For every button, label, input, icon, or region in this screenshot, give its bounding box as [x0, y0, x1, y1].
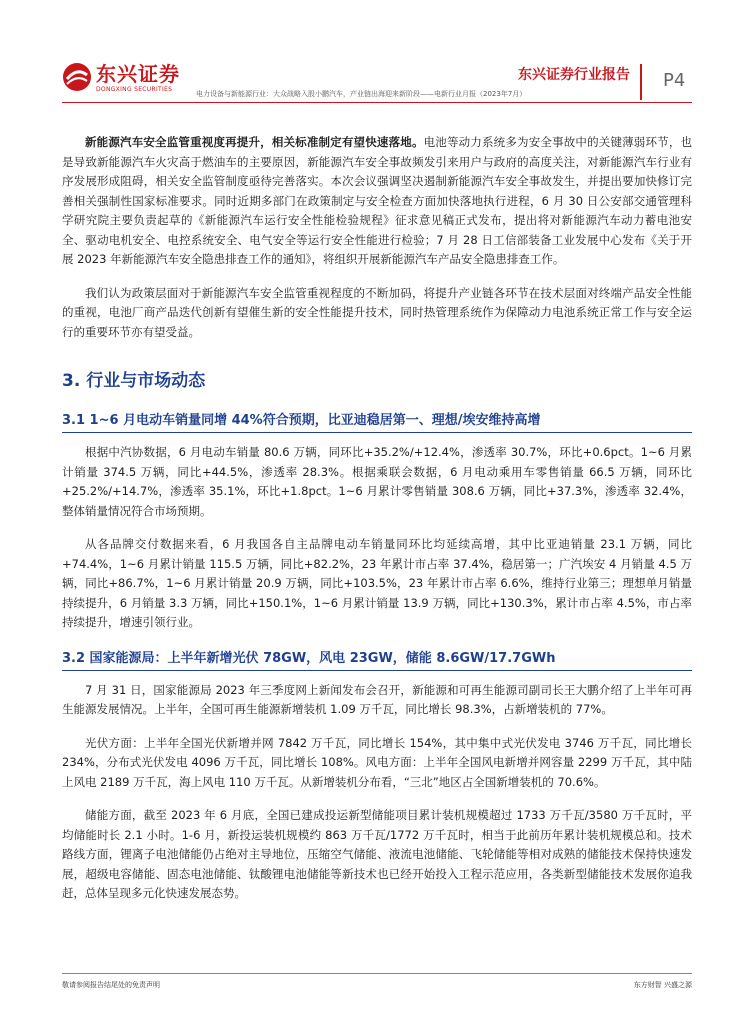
paragraph-energy-storage: 储能方面，截至 2023 年 6 月底，全国已建成投运新型储能项目累计装机规模超过 1733 万千瓦/3580 万千瓦时，平均储能时长 2.1 小时。1-6 月，新投运装机规模约 863 万千瓦/1772 万千瓦时，相当于此前历年累计装机规模总和。技术路线方面，锂离子电池储能仍占绝对主导地位，压缩空气储能、液流电池储能、飞轮储能等相对成熟的储能技术保持快速发展，超级电容储能、固态电池储能、钛酸锂电池储能等新技术也已经开始投入工程示范应用，各类新型储能技术发展你追我赶，总体呈现多元化快速发展态势。 — [62, 808, 692, 900]
report-subtitle: 电力设备与新能源行业：大众战略入股小鹏汽车，产业链出海迎来新阶段——电新行业月报（2023年7月） — [196, 90, 527, 98]
paragraph-pv-wind: 光伏方面：上半年全国光伏新增并网 7842 万千瓦，同比增长 154%，其中集中式光伏发电 3746 万千瓦，同比增长 234%，分布式光伏发电 4096 万千瓦，同比增长 108%。风电方面：上半年全国风电新增并网容量 2299 万千瓦，其中陆上风电 2189 万千瓦，海上风电 110 万千瓦。从新增装机分布看，“三北”地区占全国新增装机的 70.6%。 — [62, 735, 692, 789]
paragraph-safety-regulation — [62, 133, 692, 270]
footer-rule — [62, 973, 692, 974]
paragraph-ev-sales: 根据中汽协数据，6 月电动车销量 80.6 万辆，同环比+35.2%/+12.4%，渗透率 30.7%，环比+0.6pct。1~6 月累计销量 374.5 万辆，同比+44.5%，渗透率 28.3%。根据乘联会数据，6 月电动乘用车零售销量 66.5 万辆，同环比+25.2%/+14.7%，渗透率 35.1%，环比+1.8pct。1~6 月累计零售销量 308.6 万辆，同比+37.3%，渗透率 32.4%，整体销量情况符合市场预期。 — [62, 445, 692, 518]
section-3-title: 3. 行业与市场动态 — [62, 371, 206, 391]
section-3-1-title: 3.1 1~6 月电动车销量同增 44%符合预期，比亚迪稳居第一、理想/埃安维持高增 — [62, 409, 692, 433]
company-logo — [62, 60, 192, 100]
report-body — [62, 133, 692, 918]
dongxing-logo-icon — [62, 62, 92, 92]
section-3-2-title: 3.2 国家能源局：上半年新增光伏 78GW，风电 23GW，储能 8.6GW/17.7GWh — [62, 647, 692, 671]
paragraph-nea-briefing: 7 月 31 日，国家能源局 2023 年三季度网上新闻发布会召开，新能源和可再生能源司副司长王大鹏介绍了上半年可再生能源发展情况。上半年，全国可再生能源新增装机 1.09 万千瓦，同比增长 98.3%，占新增装机的 77%。 — [62, 682, 692, 716]
footer-disclaimer: 敬请参阅报告结尾处的免责声明 — [62, 981, 160, 989]
footer-slogan: 东方财智 兴盛之源 — [633, 981, 692, 989]
logo-text: 东兴证券 — [96, 62, 180, 86]
logo-subtext: DONGXING SECURITIES — [96, 86, 173, 93]
page-header — [0, 0, 755, 110]
paragraph-policy-view: 我们认为政策层面对于新能源汽车安全监管重视程度的不断加码，将提升产业链各环节在技术层面对终端产品安全性能的重视，电池厂商产品迭代创新有望催生新的安全性能提升技术，同时热管理系统作为保障动力电池系统正常工作与安全运行的重要环节亦有望受益。 — [62, 285, 692, 339]
header-rule — [62, 102, 692, 103]
paragraph-text: 电池等动力系统多为安全事故中的关键薄弱环节，也是导致新能源汽车火灾高于燃油车的主要原因，新能源汽车安全事故频发引来用户与政府的高度关注，对新能源汽车行业有序发展形成阻碍，相关安全监管制度亟待完善落实。本次会议强调坚决遏制新能源汽车安全事故发生，并提出要加快修订完善相关强制性国家标准要求。同时近期多部门在政策制定与安全检查方面加快落地执行进程，6 月 30 日公安部交通管理科学研究院主要负责起草的《新能源汽车运行安全性能检验规程》征求意见稿正式发布，提出将对新能源汽车动力蓄电池安全、驱动电机安全、电控系统安全、电气安全等运行安全性能进行检验；7 月 28 日工信部装备工业发展中心发布《关于开展 2023 年新能源汽车安全隐患排查工作的通知》，将组织开展新能源汽车产品安全隐患排查工作。 — [62, 135, 693, 266]
header-divider — [640, 64, 642, 100]
paragraph-brand-deliveries: 从各品牌交付数据来看，6 月我国各自主品牌电动车销量同环比均延续高增，其中比亚迪销量 23.1 万辆，同比+74.4%，1~6 月累计销量 115.5 万辆，同比+82.2%，23 年累计市占率 37.4%，稳居第一；广汽埃安 4 月销量 4.5 万辆，同比+86.7%，1~6 月累计销量 20.9 万辆，同比+103.5%，23 年累计市占率 6.6%，维持行业第三；理想单月销量持续提升，6 月销量 3.3 万辆，同比+150.1%，1~6 月累计销量 13.9 万辆，同比+130.3%，累计市占率 4.5%，市占率持续提升，增速引领行业。 — [62, 537, 692, 629]
page-number: P4 — [663, 70, 686, 91]
paragraph-lead: 新能源汽车安全监管重视度再提升，相关标准制定有望快速落地。 — [85, 135, 424, 149]
report-brand: 东兴证券行业报告 — [518, 67, 630, 83]
